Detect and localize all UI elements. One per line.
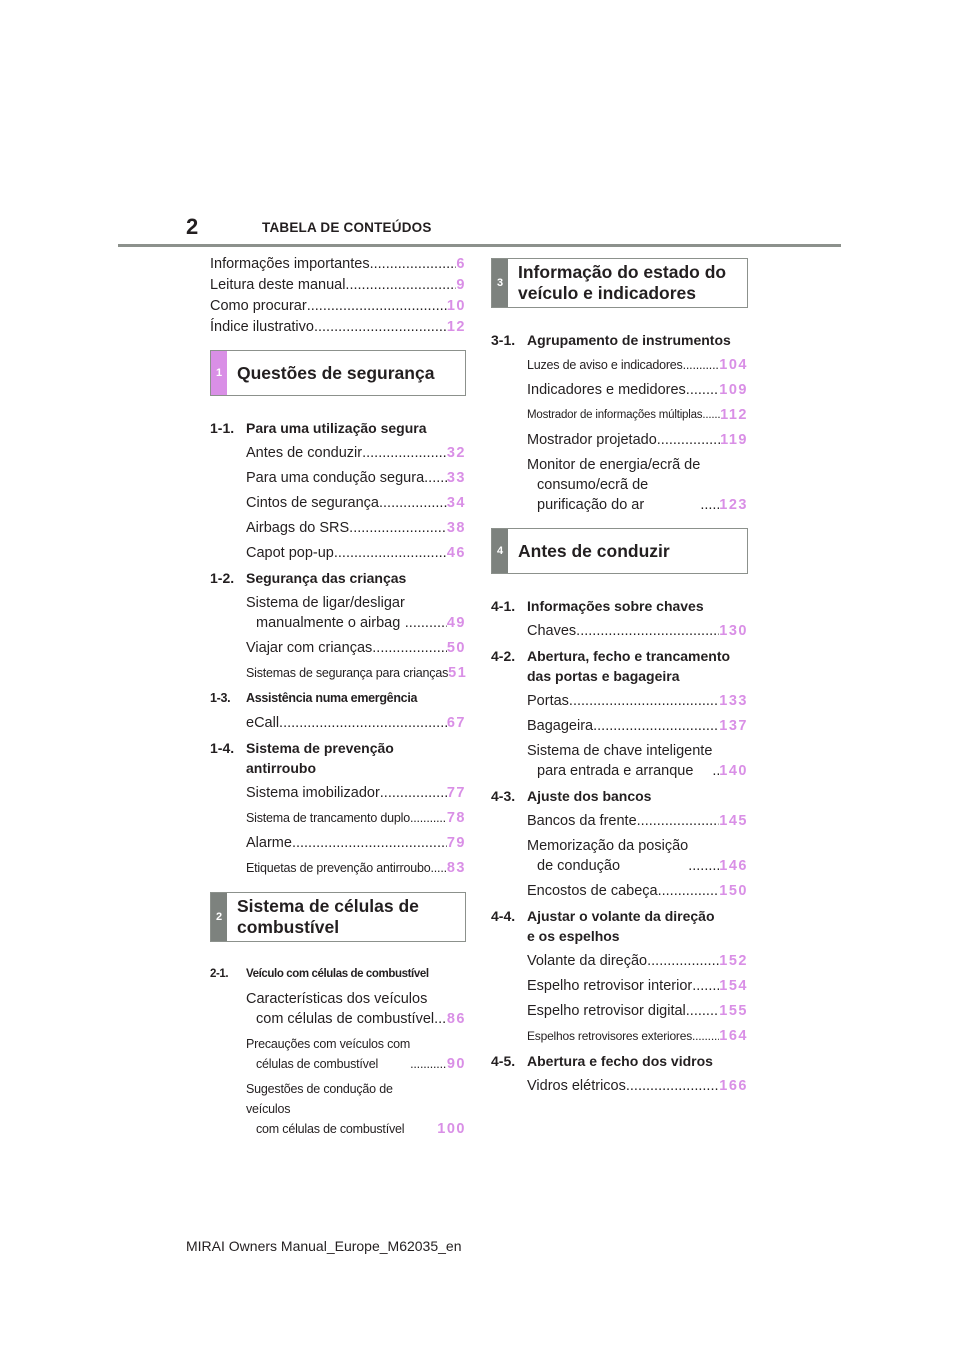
- section-heading: 1-1. Para uma utilização segura: [210, 420, 427, 436]
- toc-entry[interactable]: Sistema de chave inteligente para entrada e arranque ..... 140: [527, 741, 748, 781]
- page-ref[interactable]: 33: [446, 470, 466, 486]
- page-ref[interactable]: 32: [446, 445, 466, 461]
- chapter-4-box[interactable]: [491, 528, 748, 574]
- toc-entry[interactable]: Antes de conduzir ..... 32: [246, 443, 466, 463]
- page-ref[interactable]: 150: [719, 883, 748, 899]
- toc-entry[interactable]: Sistema de ligar/desligar manualmente o airbag ..... 49: [246, 593, 466, 633]
- page-ref[interactable]: 146: [719, 858, 748, 874]
- section-heading: 4-1. Informações sobre chaves: [491, 598, 704, 614]
- toc-entry[interactable]: Alarme ..... 79: [246, 833, 466, 853]
- toc-entry[interactable]: Cintos de segurança ..... 34: [246, 493, 466, 513]
- toc-entry[interactable]: Luzes de aviso e indicadores ..... 104: [527, 355, 748, 375]
- page-ref[interactable]: 50: [446, 640, 466, 656]
- toc-entry[interactable]: Leitura deste manual ..... 9: [210, 275, 466, 295]
- toc-entry[interactable]: Portas ..... 133: [527, 691, 748, 711]
- section-heading: 4-5. Abertura e fecho dos vidros: [491, 1053, 713, 1069]
- page-ref[interactable]: 140: [719, 763, 748, 779]
- page-ref[interactable]: 137: [719, 718, 748, 734]
- page-ref[interactable]: 155: [719, 1003, 748, 1019]
- page-ref[interactable]: 12: [446, 319, 466, 335]
- page-ref[interactable]: 49: [446, 615, 466, 631]
- footer-text: MIRAI Owners Manual_Europe_M62035_en: [186, 1238, 462, 1254]
- page-ref[interactable]: 83: [446, 860, 466, 876]
- page-ref[interactable]: 90: [446, 1056, 466, 1072]
- toc-entry[interactable]: Vidros elétricos ..... 166: [527, 1076, 748, 1096]
- toc-entry[interactable]: Características dos veículos com células de combustível ..... 86: [246, 989, 466, 1029]
- page-ref[interactable]: 109: [719, 382, 748, 398]
- toc-entry[interactable]: Mostrador de informações múltiplas ..... 112: [527, 405, 748, 425]
- header-divider: [118, 244, 841, 247]
- section-heading: 2-1. Veículo com células de combustível: [210, 968, 429, 980]
- section-heading: 4-2. Abertura, fecho e trancamento das portas e bagageira: [491, 648, 731, 684]
- toc-entry[interactable]: Volante da direção ..... 152: [527, 951, 748, 971]
- section-heading: 4-4. Ajustar o volante da direção e os espelhos: [491, 908, 715, 944]
- toc-entry[interactable]: Airbags do SRS ..... 38: [246, 518, 466, 538]
- page-ref[interactable]: 112: [720, 407, 748, 423]
- chapter-tab: 4: [492, 529, 508, 573]
- page-ref[interactable]: 78: [446, 810, 466, 826]
- page-ref[interactable]: 38: [446, 520, 466, 536]
- toc-entry[interactable]: Sugestões de condução de veículos com células de combustível 100: [246, 1082, 466, 1137]
- toc-entry[interactable]: Chaves ..... 130: [527, 621, 748, 641]
- page-ref[interactable]: 154: [719, 978, 748, 994]
- page-ref[interactable]: 34: [446, 495, 466, 511]
- page-ref[interactable]: 133: [719, 693, 748, 709]
- page-ref[interactable]: 130: [719, 623, 748, 639]
- toc-entry[interactable]: Sistemas de segurança para crianças 51: [246, 665, 468, 681]
- page-ref[interactable]: 166: [719, 1078, 748, 1094]
- toc-entry[interactable]: Viajar com crianças ..... 50: [246, 638, 466, 658]
- toc-entry[interactable]: Monitor de energia/ecrã de consumo/ecrã de purificação do ar ..... 123: [527, 455, 748, 515]
- page-ref[interactable]: 164: [719, 1028, 748, 1044]
- page-ref[interactable]: 119: [720, 432, 748, 448]
- page-ref[interactable]: 67: [446, 715, 466, 731]
- toc-entry[interactable]: Encostos de cabeça ..... 150: [527, 881, 748, 901]
- page-ref[interactable]: 100: [437, 1121, 466, 1137]
- chapter-title: Antes de conduzir: [518, 540, 670, 561]
- page-ref[interactable]: 6: [456, 256, 466, 272]
- chapter-1-box[interactable]: [210, 350, 466, 396]
- section-heading: 1-3. Assistência numa emergência: [210, 691, 418, 705]
- toc-entry[interactable]: Espelho retrovisor digital ..... 155: [527, 1001, 748, 1021]
- chapter-title: Informação do estado do veículo e indicadores: [518, 262, 727, 303]
- page-ref[interactable]: 104: [719, 357, 748, 373]
- toc-entry[interactable]: Mostrador projetado ..... 119: [527, 430, 748, 450]
- toc-entry[interactable]: Para uma condução segura ..... 33: [246, 468, 466, 488]
- page-ref[interactable]: 9: [456, 277, 466, 293]
- page-ref[interactable]: 152: [719, 953, 748, 969]
- toc-entry[interactable]: Sistema imobilizador ..... 77: [246, 783, 466, 803]
- chapter-title: Questões de segurança: [237, 362, 435, 383]
- toc-entry[interactable]: Indicadores e medidores ..... 109: [527, 380, 748, 400]
- toc-entry[interactable]: Bagageira ..... 137: [527, 716, 748, 736]
- toc-left-column: [210, 254, 466, 1144]
- toc-entry[interactable]: Espelho retrovisor interior ..... 154: [527, 976, 748, 996]
- page-ref[interactable]: 79: [446, 835, 466, 851]
- intro-list: [210, 254, 466, 337]
- page-number: 2: [186, 214, 199, 239]
- page-ref[interactable]: 145: [719, 813, 748, 829]
- section-heading: 3-1. Agrupamento de instrumentos: [491, 332, 731, 348]
- page-ref[interactable]: 86: [446, 1011, 466, 1027]
- chapter-3-box[interactable]: [491, 258, 748, 308]
- toc-entry[interactable]: Espelhos retrovisores exteriores ..... 164: [527, 1026, 748, 1046]
- chapter-tab: 2: [211, 893, 227, 941]
- page-ref[interactable]: 123: [719, 497, 748, 513]
- page-ref[interactable]: 10: [446, 298, 466, 314]
- section-heading: 1-2. Segurança das crianças: [210, 570, 407, 586]
- toc-entry[interactable]: Como procurar ..... 10: [210, 296, 466, 316]
- page-title: TABELA DE CONTEÚDOS: [262, 220, 432, 235]
- toc-entry[interactable]: Precauções com veículos com células de combustível ..... 90: [246, 1034, 466, 1074]
- toc-entry[interactable]: Etiquetas de prevenção antirroubo ..... 83: [246, 858, 466, 878]
- page-ref[interactable]: 77: [446, 785, 466, 801]
- toc-right-column: [491, 254, 748, 1101]
- toc-entry[interactable]: Memorização da posição de condução ..... 146: [527, 836, 748, 876]
- page-ref[interactable]: 51: [448, 665, 468, 681]
- toc-entry[interactable]: Bancos da frente ..... 145: [527, 811, 748, 831]
- chapter-title: Sistema de células de combustível: [237, 896, 419, 937]
- toc-entry[interactable]: Índice ilustrativo ..... 12: [210, 317, 466, 337]
- section-heading: 1-4. Sistema de prevenção antirroubo: [210, 740, 394, 776]
- page-ref[interactable]: 46: [446, 545, 466, 561]
- chapter-tab: 3: [492, 259, 508, 307]
- section-heading: 4-3. Ajuste dos bancos: [491, 788, 652, 804]
- toc-entry[interactable]: Sistema de trancamento duplo ..... 78: [246, 808, 466, 828]
- chapter-tab: 1: [211, 351, 227, 395]
- chapter-2-box[interactable]: [210, 892, 466, 942]
- toc-entry[interactable]: Informações importantes ..... 6: [210, 254, 466, 274]
- toc-entry[interactable]: eCall ..... 67: [246, 713, 466, 733]
- toc-entry[interactable]: Capot pop-up ..... 46: [246, 543, 466, 563]
